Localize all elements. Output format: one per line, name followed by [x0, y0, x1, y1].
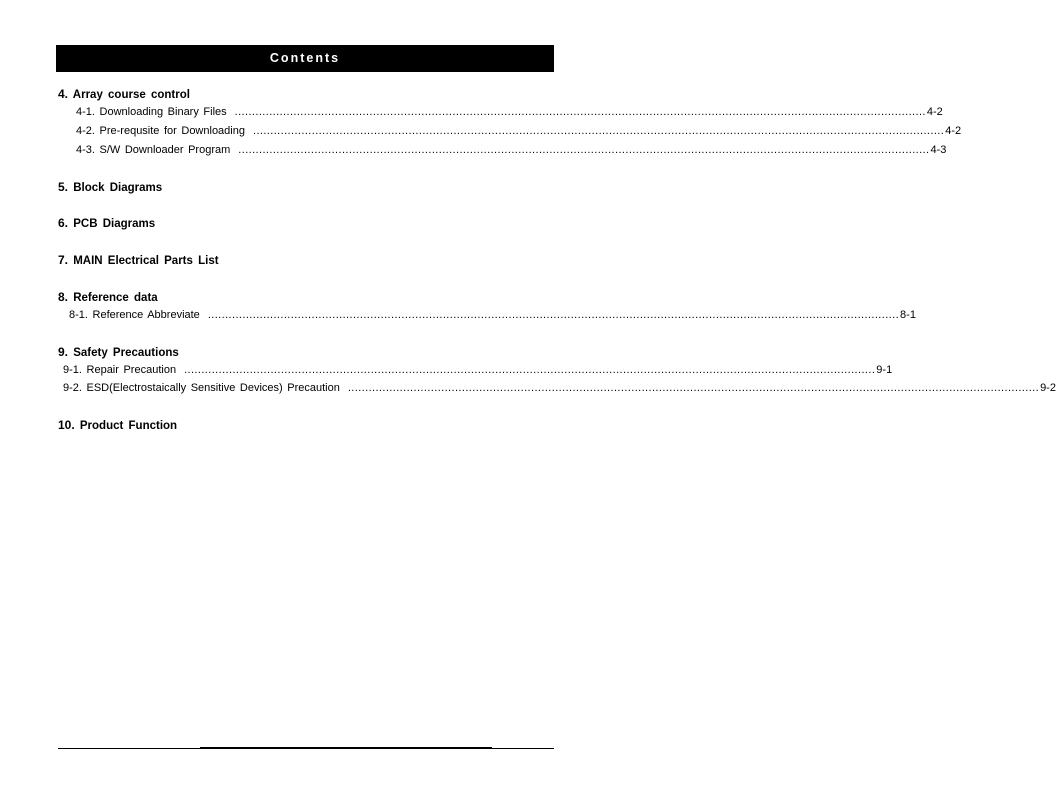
toc-section-title: PCB Diagrams: [73, 218, 156, 230]
toc-entry-page: 8-1: [900, 309, 916, 321]
toc-section-title: Array course control: [72, 89, 190, 101]
toc-dot-leader: ........................................................................................................................................................................................................: [238, 144, 930, 156]
toc-section-9-heading[interactable]: [58, 345, 179, 360]
toc-entry-label: 9-2. ESD(Electrostaically Sensitive Devices) Precaution: [63, 382, 340, 394]
toc-section-7-heading[interactable]: [58, 253, 219, 268]
toc-section-title: Product Function: [79, 420, 178, 432]
toc-entry-label: 4-3. S/W Downloader Program: [76, 144, 231, 156]
toc-section-number: 6.: [58, 216, 69, 230]
toc-section-4-heading[interactable]: [58, 87, 190, 102]
toc-entry-page: 9-2: [1040, 382, 1056, 394]
toc-entry-9-1[interactable]: [63, 363, 893, 377]
toc-entry-4-2[interactable]: [76, 124, 962, 138]
toc-section-6-heading[interactable]: [58, 216, 155, 231]
toc-entry-page: 4-3: [930, 144, 947, 156]
toc-section-number: 9.: [58, 345, 69, 359]
contents-title: Contents: [269, 51, 341, 65]
toc-dot-leader: ........................................................................................................................................................................................................: [207, 309, 900, 321]
toc-entry-page: 4-2: [926, 106, 943, 118]
toc-dot-leader: ........................................................................................................................................................................................................: [252, 125, 945, 137]
toc-dot-leader: ........................................................................................................................................................................................................: [184, 364, 876, 376]
toc-entry-label: 4-2. Pre-requsite for Downloading: [76, 125, 245, 137]
toc-section-number: 5.: [58, 180, 69, 194]
toc-section-title: Block Diagrams: [73, 182, 163, 194]
toc-section-title: MAIN Electrical Parts List: [73, 255, 219, 267]
toc-section-title: Safety Precautions: [73, 347, 179, 359]
toc-section-8-heading[interactable]: [58, 290, 158, 305]
toc-entry-8-1[interactable]: [69, 308, 916, 322]
toc-entry-page: 9-1: [876, 364, 893, 376]
toc-section-number: 8.: [58, 290, 69, 304]
toc-entry-page: 4-2: [945, 125, 962, 137]
toc-section-number: 10.: [58, 418, 75, 432]
toc-entry-4-3[interactable]: [76, 143, 947, 157]
toc-entry-9-2[interactable]: [63, 381, 1056, 395]
toc-section-5-heading[interactable]: [58, 180, 162, 195]
toc-entry-label: 4-1. Downloading Binary Files: [76, 106, 227, 118]
toc-entry-4-1[interactable]: [76, 105, 943, 119]
toc-section-number: 7.: [58, 253, 69, 267]
toc-section-10-heading[interactable]: [58, 418, 177, 433]
toc-dot-leader: ........................................................................................................................................................................................................: [234, 106, 926, 118]
toc-entry-label: 8-1. Reference Abbreviate: [69, 309, 200, 321]
footer-rule-accent: [200, 747, 492, 749]
toc-entry-label: 9-1. Repair Precaution: [63, 364, 177, 376]
contents-title-banner: [56, 45, 554, 72]
toc-dot-leader: ........................................................................................................................................................................................................: [347, 382, 1040, 394]
toc-section-number: 4.: [58, 87, 69, 101]
toc-section-title: Reference data: [73, 292, 158, 304]
